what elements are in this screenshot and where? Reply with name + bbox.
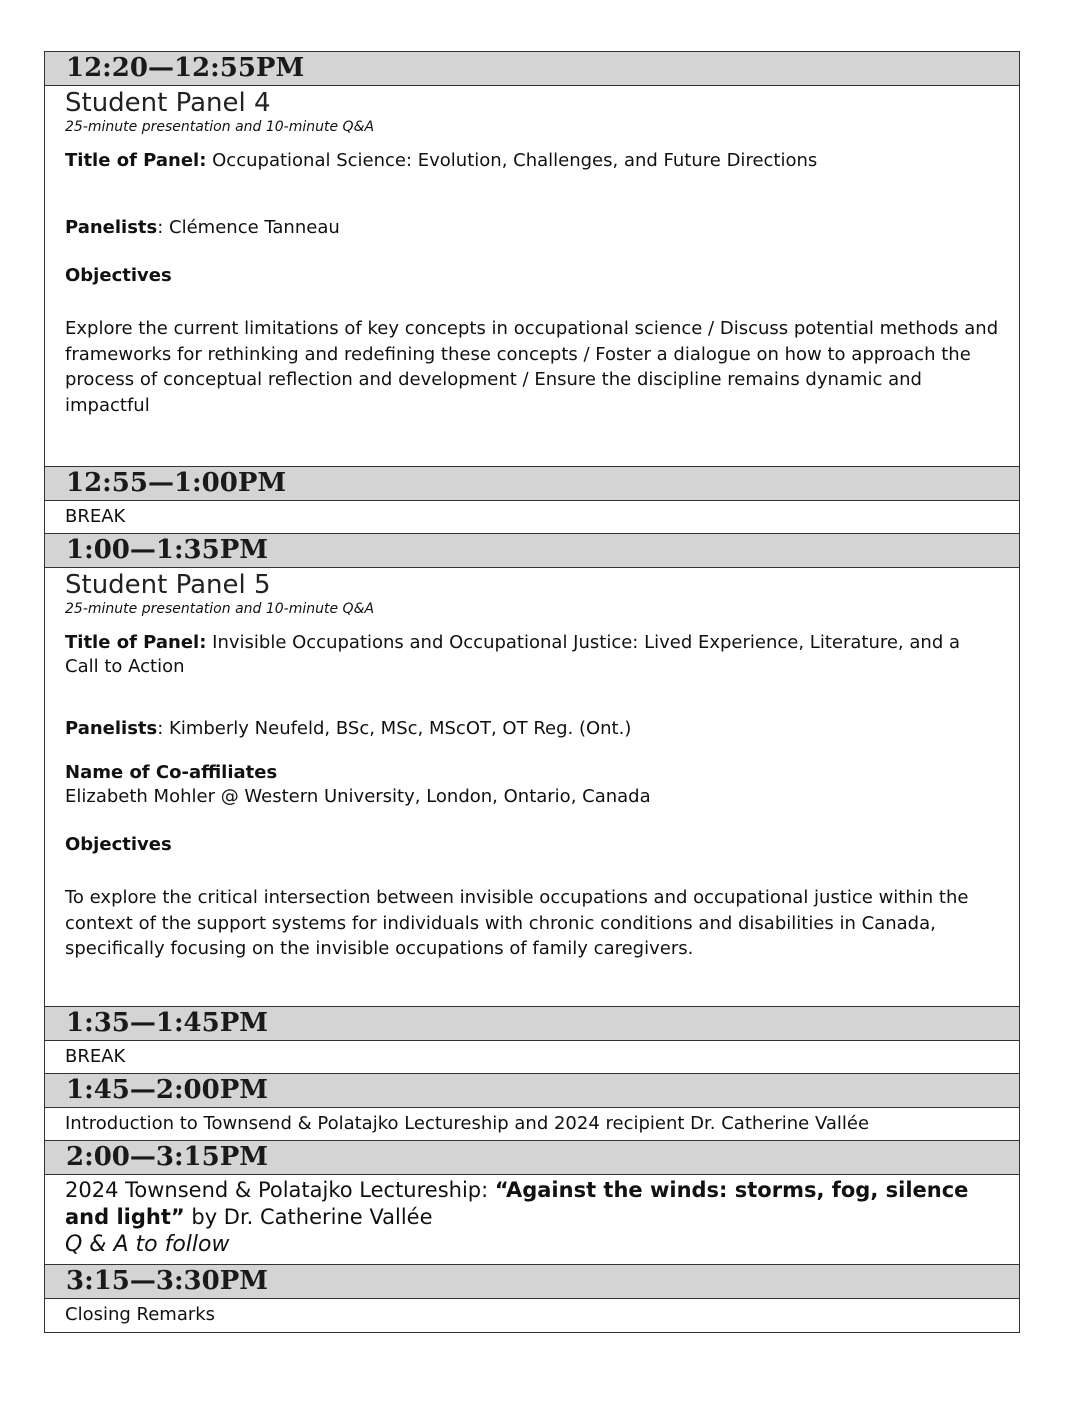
session-cell — [45, 86, 1019, 467]
closing-cell: Closing Remarks — [65, 1304, 216, 1325]
time-header: 1:45—2:00PM — [45, 1074, 1019, 1108]
title-label: Title of Panel: — [65, 150, 207, 171]
schedule-table — [44, 51, 1020, 1333]
break-cell: BREAK — [45, 501, 1019, 534]
lecture-prefix: 2024 Townsend & Polatajko Lectureship: — [65, 1178, 495, 1202]
objectives-text: To explore the critical intersection between invisible occupations and occupational justice within the context of the support systems for individuals with chronic conditions and disabilities in Canada, specifically focusing on the invisible occupations of family caregivers. — [65, 887, 969, 959]
lecture-suffix: by Dr. Catherine Vallée — [184, 1205, 433, 1229]
panelists-label: Panelists — [65, 217, 158, 238]
panelists-value: : Clémence Tanneau — [157, 217, 340, 238]
panel-subtitle: 25-minute presentation and 10-minute Q&A — [65, 601, 375, 617]
title-value: Occupational Science: Evolution, Challenges, and Future Directions — [206, 150, 818, 171]
title-label: Title of Panel: — [65, 632, 207, 653]
time-header: 12:55—1:00PM — [45, 467, 1019, 501]
session-cell — [45, 568, 1019, 1007]
panelists-value: : Kimberly Neufeld, BSc, MSc, MScOT, OT Reg. (Ont.) — [157, 718, 632, 739]
lecture-title: “Against the winds: storms, fog, silence and light” — [65, 1178, 969, 1229]
panelists-line — [65, 717, 999, 741]
time-header: 2:00—3:15PM — [45, 1141, 1019, 1175]
lecture-cell — [45, 1175, 1019, 1265]
panel-subtitle: 25-minute presentation and 10-minute Q&A — [65, 119, 375, 135]
time-header: 1:00—1:35PM — [45, 534, 1019, 568]
introduction-cell: Introduction to Townsend & Polatajko Lectureship and 2024 recipient Dr. Catherine Vallée — [45, 1108, 1019, 1141]
time-header: 12:20—12:55PM — [45, 52, 1019, 86]
break-cell: BREAK — [45, 1041, 1019, 1074]
qa-note: Q & A to follow — [65, 1232, 230, 1257]
coaffiliates-heading: Name of Co-affiliates — [65, 762, 278, 783]
objectives-heading: Objectives — [65, 834, 172, 855]
time-header: 1:35—1:45PM — [45, 1007, 1019, 1041]
coaffiliates-value: Elizabeth Mohler @ Western University, London, Ontario, Canada — [65, 786, 651, 807]
title-value: Invisible Occupations and Occupational Justice: Lived Experience, Literature, and a Call to Action — [65, 632, 960, 677]
panel-title: Student Panel 4 — [65, 88, 271, 118]
panelists-label: Panelists — [65, 718, 158, 739]
panel-title: Student Panel 5 — [65, 570, 271, 600]
panel-title-line — [65, 149, 999, 173]
panel-title-line — [65, 631, 999, 679]
objectives-heading: Objectives — [65, 265, 172, 286]
panelists-line — [65, 216, 999, 240]
time-header: 3:15—3:30PM — [45, 1265, 1019, 1299]
lecture-line — [65, 1177, 999, 1231]
objectives-text: Explore the current limitations of key concepts in occupational science / Discuss potential methods and frameworks for rethinking and redefining these concepts / Foster a dialogue on how to approach the process of conceptual reflection and development / Ensure the discipline remains dynamic and impactful — [65, 318, 999, 416]
